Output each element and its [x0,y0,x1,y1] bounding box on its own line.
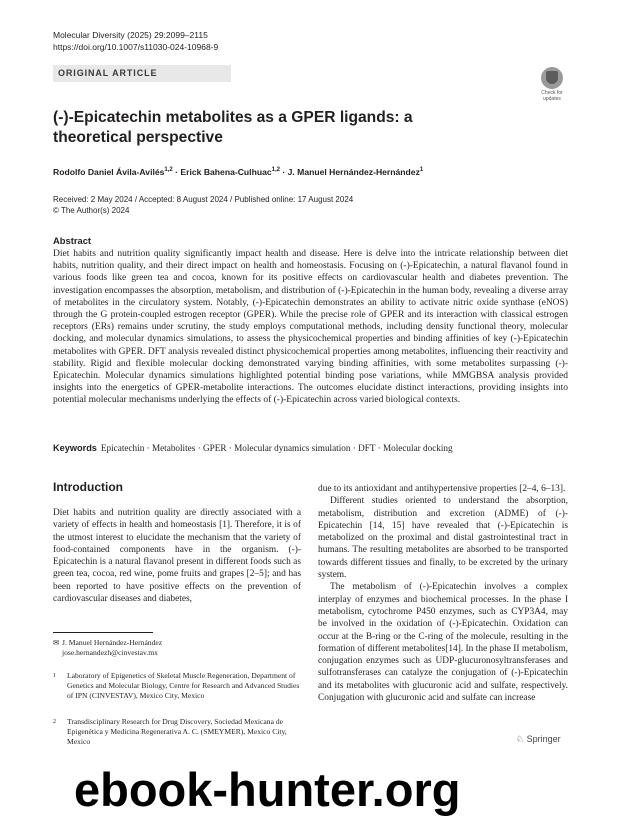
abstract-body: Diet habits and nutrition quality significantly impact health and disease. Here is delve into the intricate relationship between diet habits, nutrition quality, and their direct impact on health and homeostasis. Focusing on (-)-Epicatechin, a natural flavanol found in various foods like green tea and cocoa, known for its positive effects on cardiovascular health and diabetes prevention. The investigation encompasses the absorption, metabolism, and distribution of (-)-Epicatechin in the human body, revealing a diverse array of metabolites in the circulatory system. Notably, (-)-Epicatechin demonstrates an ability to activate nitric oxide synthase (eNOS) through the G protein-coupled estrogen receptor (GPER). While the precise role of GPER and its interaction with classical estrogen receptors (ERs) remains under scrutiny, the study employs computational methods, including density functional theory, molecular docking, and molecular dynamics simulations, to assess the physicochemical properties and binding affinities of key (-)-Epicatechin metabolites with GPER. DFT analysis revealed distinct physicochemical properties among metabolites, influencing their reactivity and stability. Rigid and flexible molecular docking demonstrated varying binding affinities, with some metabolites surpassing (-)-Epicatechin. Molecular dynamics simulations highlighted potential binding pose variations, while MMGBSA analysis provided insights into the energetics of GPER-metabolite interactions. The outcomes elucidate distinct interactions, providing insights into potential molecular mechanisms underlying the effects of (-)-Epicatechin across varied biological contexts. [53,249,568,406]
paragraph: The metabolism of (-)-Epicatechin involves a complex interplay of enzymes and biochemical processes. In the phase I metabolism, cytochrome P450 enzymes, such as CYP3A4, may be involved in the oxidation of (-)-Epicatechin. Oxidation can occur at the B-ring or the C-ring of the molecule, resulting in the formation of different metabolites[14]. In the phase II metabolism, conjugation enzymes such as UDP-glucuronosyltransferases and sulfotransferases can catalyze the conjugation of (-)-Epicatechin and its metabolites with glucuronic acid and sulfate, respectively. Conjugation with glucuronic acid and sulfate can increase [318,582,568,704]
left-column [53,507,301,605]
springer-horse-icon: ♘ [516,734,525,744]
author-separator: · [279,166,288,177]
paragraph: due to its antioxidant and antihypertensive properties [2–4, 6–13]. [318,484,566,494]
affiliation-1 [53,671,301,701]
affiliation-marker: 1 [419,167,424,173]
author-name[interactable]: J. Manuel Hernández-Hernández [287,166,420,177]
publisher-name: Springer [526,734,561,744]
keywords-list: Epicatechin · Metabolites · GPER · Molecular dynamics simulation · DFT · Molecular docking [100,443,453,453]
affiliation-marker: 1,2 [271,167,280,173]
footnote-divider [53,632,153,633]
author-separator: · [172,166,181,177]
corresponding-author-email[interactable]: jose.hernandezh@cinvestav.mx [62,648,158,657]
abstract-heading: Abstract [53,235,92,246]
publisher-logo [516,734,561,745]
author-list [53,164,423,178]
journal-citation: Molecular Diversity (2025) 29:2099–2115 [53,30,208,40]
corresponding-author-name: J. Manuel Hernández-Hernández [62,638,163,647]
affiliation-text: Laboratory of Epigenetics of Skeletal Muscle Regeneration, Department of Genetics and Molecular Biology, Centre for Research and Advanced Studies of IPN (CINVESTAV), Mexico City, Mexico [67,671,300,700]
publication-dates: Received: 2 May 2024 / Accepted: 8 August 2024 / Published online: 17 August 2024 [53,195,354,204]
affiliation-2 [53,717,301,747]
article-type-banner: ORIGINAL ARTICLE [53,65,231,82]
affiliation-text: Transdisciplinary Research for Drug Discovery, Sociedad Mexicana de Epigenética y Medicina Regenerativa A. C. (SMEYMER), Mexico City, Mexico [67,717,287,746]
author-name[interactable]: Rodolfo Daniel Ávila-Avilés [53,166,165,177]
watermark-text: ebook-hunter.org [74,763,461,816]
keywords-label: Keywords [53,443,97,453]
right-column [318,483,568,704]
article-title: (-)-Epicatechin metabolites as a GPER ligands: a theoretical perspective [53,109,413,146]
keywords-line [53,442,568,454]
check-for-updates-button[interactable] [537,67,567,102]
envelope-icon: ✉ [53,638,60,647]
doi-link[interactable]: https://doi.org/10.1007/s11030-024-10968-9 [53,42,219,52]
corresponding-author [53,638,301,658]
check-updates-label-2: updates [543,96,561,102]
affiliation-number: 2 [53,719,56,725]
affiliation-number: 1 [53,673,56,679]
paragraph: Diet habits and nutrition quality are directly associated with a variety of effects in health and homeostasis [1]. Therefore, it is of the utmost interest to elucidate the mechanism that the variety of food-contained components have in the organism. (-)- Epicatechin is a natural flavanol present in different foods such as green tea, cocoa, red wine, pome fruits and grapes [2–5]; and has been reported to have positive effects on the prevention of cardiovascular diseases and diabetes, [53,508,301,605]
check-updates-icon [541,67,563,89]
section-heading-introduction: Introduction [53,480,123,494]
check-updates-label: Check for [541,90,563,96]
author-name[interactable]: Erick Bahena-Culhuac [180,166,272,177]
copyright-notice: © The Author(s) 2024 [53,206,130,215]
affiliation-marker: 1,2 [164,167,173,173]
paragraph: Different studies oriented to understand the absorption, metabolism, distribution and excretion (ADME) of (-)-Epicatechin [14, 15] have revealed that (-)-Epicatechin is metabolized on the proximal and distal gastrointestinal tract in humans. The resulting metabolites are absorbed to be transported towards different tissues and finally, to be excreted by the urinary system. [318,496,568,581]
